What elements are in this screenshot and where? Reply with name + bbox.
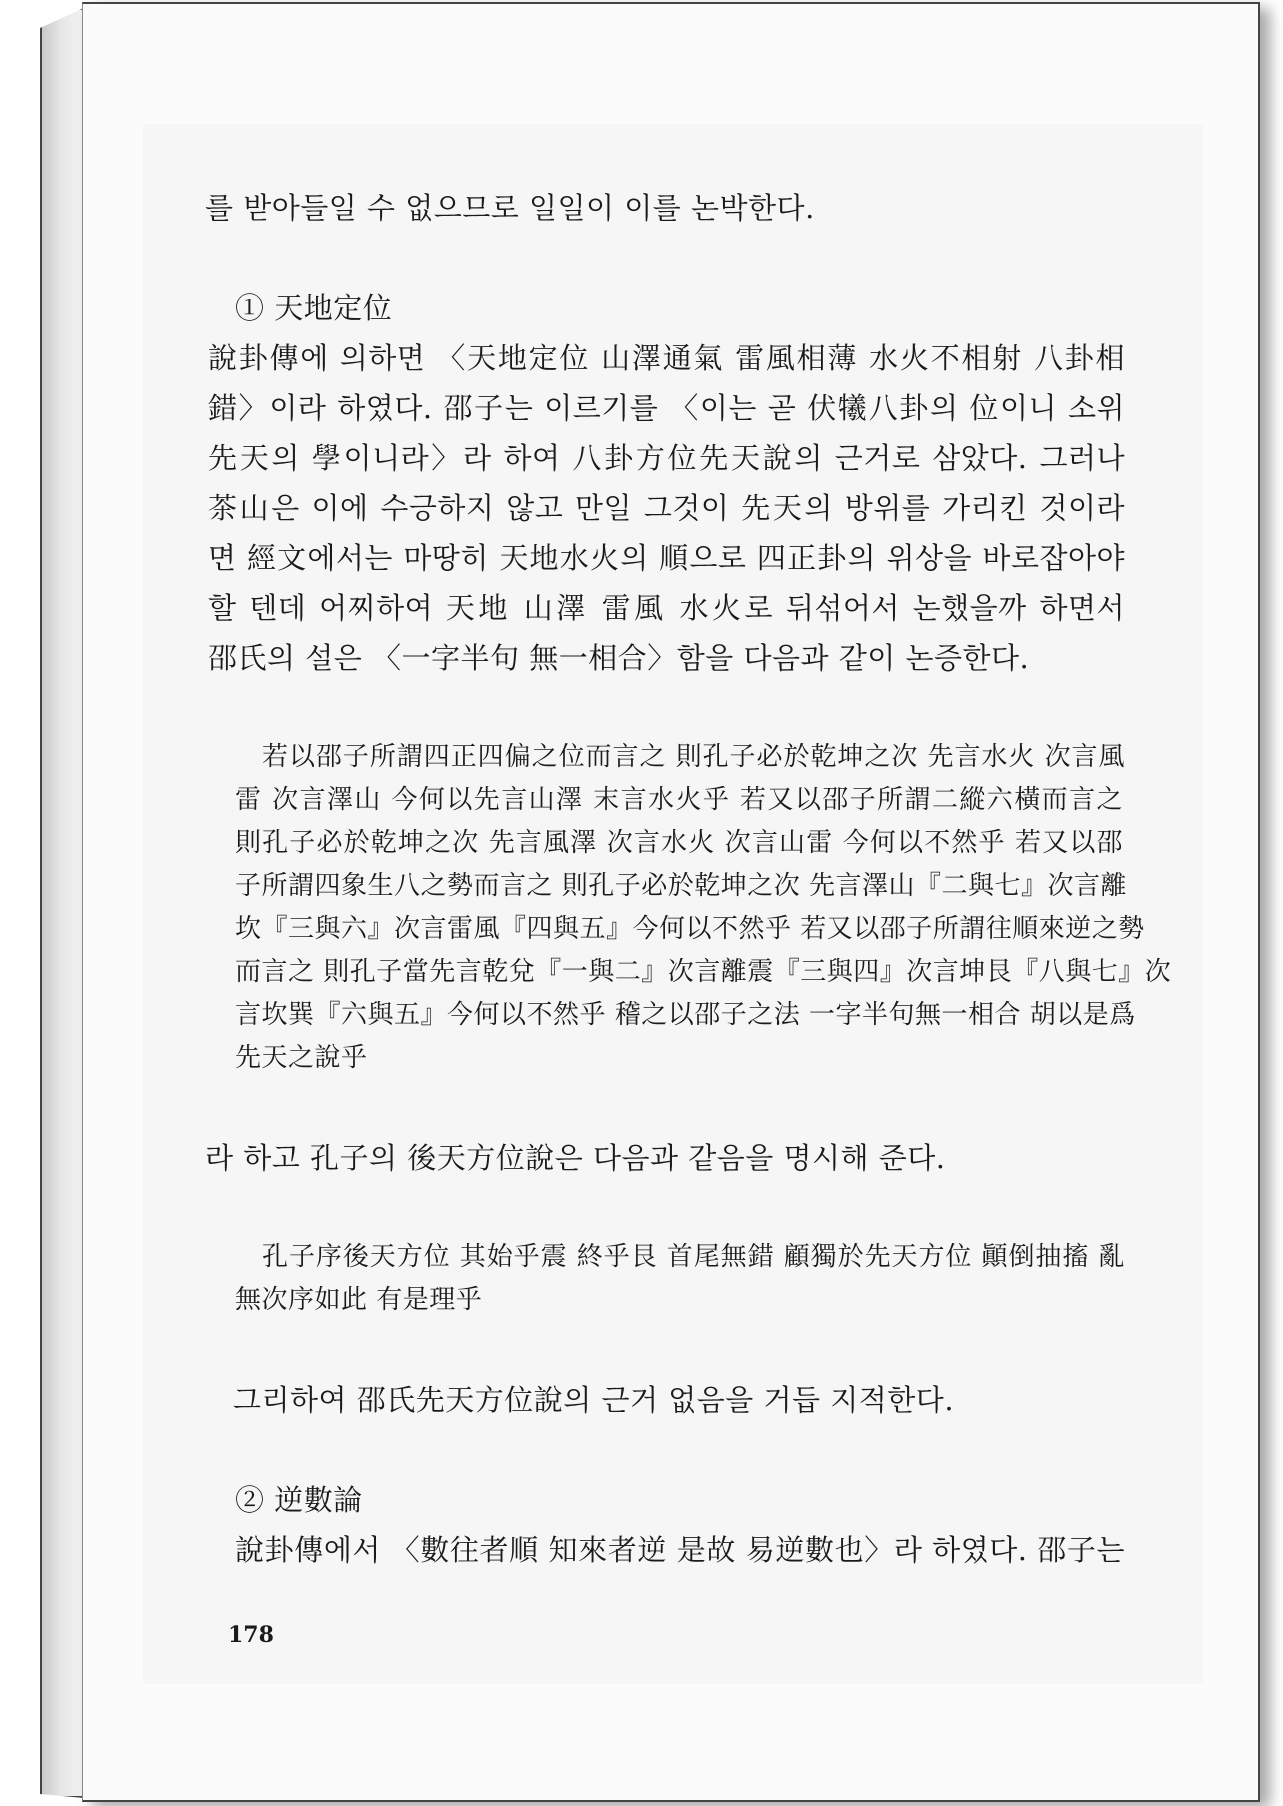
body-line: 할 텐데 어찌하여 天地 山澤 雷風 水火로 뒤섞어서 논했을까 하면서 bbox=[208, 591, 1125, 625]
quote-line: 先天之說乎 bbox=[235, 1043, 368, 1073]
body-line: 說卦傳에서 〈數往者順 知來者逆 是故 易逆數也〉라 하였다. 邵子는 bbox=[235, 1533, 1125, 1567]
body-line: 라 하고 孔子의 後天方位說은 다음과 같음을 명시해 준다. bbox=[205, 1141, 946, 1175]
body-line: 錯〉이라 하였다. 邵子는 이르기를 〈이는 곧 伏犧八卦의 位이니 소위 bbox=[208, 391, 1125, 425]
body-line: 說卦傳에 의하면 〈天地定位 山澤通氣 雷風相薄 水火不相射 八卦相 bbox=[208, 341, 1125, 375]
body-line: 茶山은 이에 수긍하지 않고 만일 그것이 先天의 방위를 가리킨 것이라 bbox=[208, 491, 1125, 525]
body-line: 邵氏의 설은 〈一字半句 無一相合〉함을 다음과 같이 논증한다. bbox=[208, 641, 1030, 675]
quote-line: 言坎巽『六與五』今何以不然乎 稽之以邵子之法 一字半句無一相合 胡以是爲 bbox=[235, 1000, 1136, 1030]
body-line: 면 經文에서는 마땅히 天地水火의 順으로 四正卦의 위상을 바로잡아야 bbox=[208, 541, 1125, 575]
book-spine bbox=[40, 8, 84, 1798]
quote-line: 孔子序後天方位 其始乎震 終乎艮 首尾無錯 顧獨於先天方位 顚倒抽搐 亂 bbox=[262, 1242, 1125, 1272]
body-line: 를 받아들일 수 없으므로 일일이 이를 논박한다. bbox=[205, 191, 815, 225]
body-line: 先天의 學이니라〉라 하여 八卦方位先天說의 근거로 삼았다. 그러나 bbox=[208, 441, 1125, 475]
page-number: 178 bbox=[228, 1622, 274, 1648]
quote-line: 則孔子必於乾坤之次 先言風澤 次言水火 次言山雷 今何以不然乎 若又以邵 bbox=[235, 828, 1123, 858]
quote-line: 雷 次言澤山 今何以先言山澤 末言水火乎 若又以邵子所謂二縱六橫而言之 bbox=[235, 785, 1123, 815]
body-line: 그리하여 邵氏先天方位說의 근거 없음을 거듭 지적한다. bbox=[233, 1383, 955, 1417]
quote-line: 子所謂四象生八之勢而言之 則孔子必於乾坤之次 先言澤山『二與七』次言離 bbox=[235, 871, 1128, 901]
quote-line: 若以邵子所謂四正四偏之位而言之 則孔子必於乾坤之次 先言水火 次言風 bbox=[262, 742, 1125, 772]
quote-line: 無次序如此 有是理乎 bbox=[235, 1285, 483, 1315]
section-heading: ① 天地定位 bbox=[235, 291, 393, 325]
quote-line: 而言之 則孔子當先言乾兌『一與二』次言離震『三與四』次言坤艮『八與七』次 bbox=[235, 957, 1172, 987]
quote-line: 坎『三與六』次言雷風『四與五』今何以不然乎 若又以邵子所謂往順來逆之勢 bbox=[235, 914, 1145, 944]
section-heading: ② 逆數論 bbox=[235, 1483, 363, 1517]
